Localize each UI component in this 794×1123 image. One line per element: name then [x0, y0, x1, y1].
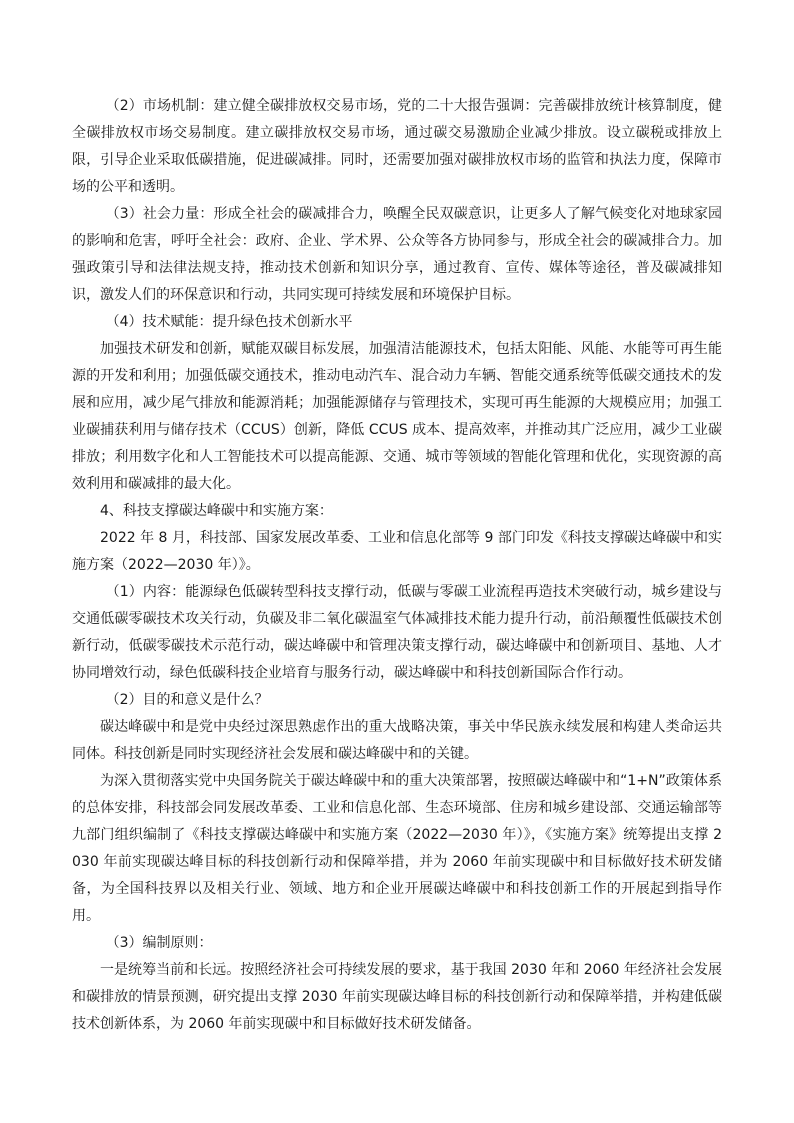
- paragraph-tech-empowerment: 加强技术研发和创新，赋能双碳目标发展，加强清洁能源技术，包括太阳能、风能、水能等可再生能源的开发和利用；加强低碳交通技术，推动电动汽车、混合动力车辆、智能交通系统等低碳交通技术的发展和应用，减少尾气排放和能源消耗；加强能源储存与管理技术，实现可再生能源的大规模应用；加强工业碳捕获利用与储存技术（CCUS）创新，降低 CCUS 成本、提高效率，并推动其广泛应用，减少工业碳排放；利用数字化和人工智能技术可以提高能源、交通、城市等领域的智能化管理和优化，实现资源的高效利用和碳减排的最大化。: [72, 341, 722, 492]
- paragraph-content: （1）内容：能源绿色低碳转型科技支撑行动，低碳与零碳工业流程再造技术突破行动，城乡建设与交通低碳零碳技术攻关行动，负碳及非二氧化碳温室气体减排技术能力提升行动，前沿颠覆性低碳技术创新行动，低碳零碳技术示范行动，碳达峰碳中和管理决策支撑行动，碳达峰碳中和创新项目、基地、人才协同增效行动，绿色低碳科技企业培育与服务行动，碳达峰碳中和科技创新国际合作行动。: [72, 584, 722, 681]
- paragraph-principles: 一是统筹当前和长远。按照经济社会可持续发展的要求，基于我国 2030 年和 2060 年经济社会发展和碳排放的情景预测，研究提出支撑 2030 年前实现碳达峰目标的科技创新行动和保障举措，并构建低碳技术创新体系，为 2060 年前实现碳中和目标做好技术研发储备。: [72, 962, 722, 1032]
- paragraph-social-force: （3）社会力量：形成全社会的碳减排合力，唤醒全民双碳意识，让更多人了解气候变化对地球家园的影响和危害，呼吁全社会：政府、企业、学术界、公众等各方协同参与，形成全社会的碳减排合力。加强政策引导和法律法规支持，推动技术创新和知识分享，通过教育、宣传、媒体等途径，普及碳减排知识，激发人们的环保意识和行动，共同实现可持续发展和环境保护目标。: [72, 206, 722, 303]
- heading-principles: （3）编制原则：: [105, 935, 213, 951]
- paragraph-market-mechanism: （2）市场机制：建立健全碳排放权交易市场，党的二十大报告强调：完善碳排放统计核算制度，健全碳排放权市场交易制度。建立碳排放权交易市场，通过碳交易激励企业减少排放。设立碳税或排放上限，引导企业采取低碳措施，促进碳减排。同时，还需要加强对碳排放权市场的监管和执法力度，保障市场的公平和透明。: [72, 98, 722, 195]
- document-body: [72, 93, 722, 1038]
- paragraph-purpose-1: 碳达峰碳中和是党中央经过深思熟虑作出的重大战略决策，事关中华民族永续发展和构建人类命运共同体。科技创新是同时实现经济社会发展和碳达峰碳中和的关键。: [72, 719, 722, 762]
- paragraph-section-4-intro: 2022 年 8 月，科技部、国家发展改革委、工业和信息化部等 9 部门印发《科技支撑碳达峰碳中和实施方案（2022—2030 年）》。: [72, 530, 722, 573]
- heading-tech-empowerment: （4）技术赋能：提升绿色技术创新水平: [105, 314, 353, 330]
- heading-section-4: 4、科技支撑碳达峰碳中和实施方案：: [100, 503, 333, 519]
- paragraph-purpose-2: 为深入贯彻落实党中央国务院关于碳达峰碳中和的重大决策部署，按照碳达峰碳中和“1+N”政策体系的总体安排，科技部会同发展改革委、工业和信息化部、生态环境部、住房和城乡建设部、交通运输部等九部门组织编制了《科技支撑碳达峰碳中和实施方案（2022—2030 年）》，《实施方案》统筹提出支撑 2030 年前实现碳达峰目标的科技创新行动和保障举措，并为 2060 年前实现碳中和目标做好技术研发储备，为全国科技界以及相关行业、领域、地方和企业开展碳达峰碳中和科技创新工作的开展起到指导作用。: [72, 773, 722, 924]
- heading-purpose: （2）目的和意义是什么？: [105, 692, 269, 708]
